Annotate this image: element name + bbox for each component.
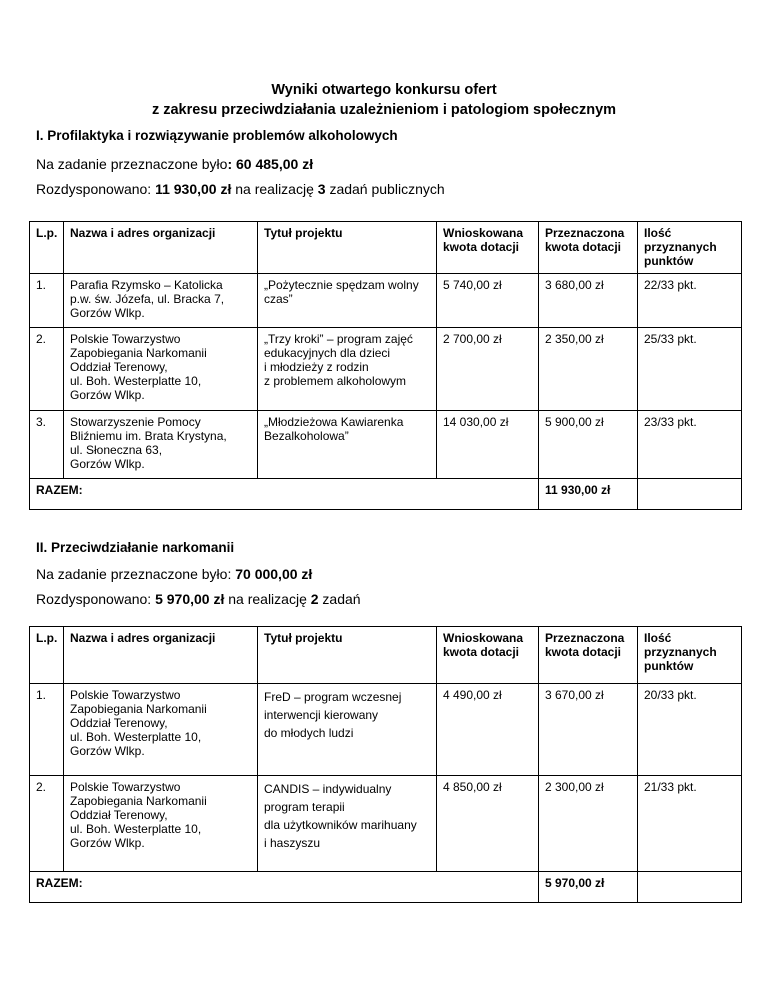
- org-line: Parafia Rzymsko – Katolicka: [70, 278, 223, 292]
- title-cell: [258, 411, 437, 479]
- org-line: ul. Słoneczna 63,: [70, 443, 163, 457]
- points-cell: 22/33 pkt.: [638, 274, 742, 328]
- org-line: Polskie Towarzystwo: [70, 332, 181, 346]
- title-line: „Pożytecznie spędzam wolny: [264, 278, 419, 292]
- header-cell: Wnioskowana kwota dotacji: [437, 627, 539, 684]
- org-line: Gorzów Wlkp.: [70, 306, 145, 320]
- requested-cell: 5 740,00 zł: [437, 274, 539, 328]
- section2-allocated-value: 70 000,00 zł: [235, 566, 313, 582]
- section2-distributed-end: zadań: [318, 591, 361, 607]
- header-cell: Nazwa i adres organizacji: [64, 222, 258, 274]
- points-cell: 23/33 pkt.: [638, 411, 742, 479]
- title-line: do młodych ludzi: [264, 726, 354, 740]
- total-empty-cell: [638, 872, 742, 903]
- title-line: dla użytkowników marihuany: [264, 818, 417, 832]
- lp-cell: 1.: [30, 684, 64, 776]
- title-cell: [258, 776, 437, 872]
- org-line: Gorzów Wlkp.: [70, 836, 145, 850]
- section2-table: [29, 626, 742, 903]
- title-cell: [258, 684, 437, 776]
- section1-heading: I. Profilaktyka i rozwiązywanie problemów alkoholowych: [36, 128, 398, 143]
- title-line: „Trzy kroki” – program zajęć: [264, 332, 413, 346]
- section2-distributed-mid: na realizację: [224, 591, 311, 607]
- header-cell: Ilość przyznanych punktów: [638, 627, 742, 684]
- section2-distributed: [36, 591, 361, 607]
- title-cell: [258, 328, 437, 411]
- table-row: [30, 684, 742, 776]
- total-label: RAZEM:: [30, 872, 539, 903]
- granted-cell: 2 350,00 zł: [539, 328, 638, 411]
- lp-cell: 2.: [30, 328, 64, 411]
- section1-distributed-mid: na realizację: [231, 181, 318, 197]
- org-line: p.w. św. Józefa, ul. Bracka 7,: [70, 292, 225, 306]
- table-row: [30, 411, 742, 479]
- title-line: FreD – program wczesnej: [264, 690, 402, 704]
- document-title-line2: z zakresu przeciwdziałania uzależnieniom i patologiom społecznym: [151, 102, 617, 118]
- org-line: Oddział Terenowy,: [70, 360, 168, 374]
- header-cell: Przeznaczona kwota dotacji: [539, 627, 638, 684]
- org-line: Stowarzyszenie Pomocy: [70, 415, 201, 429]
- table-row: [30, 328, 742, 411]
- title-line: interwencji kierowany: [264, 708, 379, 722]
- org-cell: [64, 684, 258, 776]
- header-cell: Wnioskowana kwota dotacji: [437, 222, 539, 274]
- document-title-line1: Wyniki otwartego konkursu ofert: [271, 82, 497, 98]
- header-cell: Tytuł projektu: [258, 627, 437, 684]
- requested-cell: 4 490,00 zł: [437, 684, 539, 776]
- requested-cell: 14 030,00 zł: [437, 411, 539, 479]
- total-label: RAZEM:: [30, 479, 539, 510]
- total-row: [30, 479, 742, 510]
- org-cell: [64, 274, 258, 328]
- requested-cell: 4 850,00 zł: [437, 776, 539, 872]
- granted-cell: 2 300,00 zł: [539, 776, 638, 872]
- title-line: „Młodzieżowa Kawiarenka: [264, 415, 404, 429]
- section1-allocated: [36, 156, 313, 172]
- section1-table: [29, 221, 742, 510]
- header-cell: Nazwa i adres organizacji: [64, 627, 258, 684]
- section1-header-row: [30, 222, 742, 274]
- requested-cell: 2 700,00 zł: [437, 328, 539, 411]
- section1-distributed-value: 11 930,00 zł: [155, 181, 232, 197]
- title-cell: [258, 274, 437, 328]
- org-line: Bliźniemu im. Brata Krystyna,: [70, 429, 227, 443]
- section2-header-row: [30, 627, 742, 684]
- org-cell: [64, 328, 258, 411]
- points-cell: 21/33 pkt.: [638, 776, 742, 872]
- table-row: [30, 274, 742, 328]
- section2-distributed-label: Rozdysponowano:: [36, 591, 156, 607]
- header-cell: Ilość przyznanych punktów: [638, 222, 742, 274]
- header-cell: L.p.: [30, 222, 64, 274]
- title-line: Bezalkoholowa”: [264, 429, 349, 443]
- header-cell: L.p.: [30, 627, 64, 684]
- lp-cell: 1.: [30, 274, 64, 328]
- header-cell: Tytuł projektu: [258, 222, 437, 274]
- section2-heading: II. Przeciwdziałanie narkomanii: [36, 540, 235, 555]
- granted-cell: 3 680,00 zł: [539, 274, 638, 328]
- header-cell: Przeznaczona kwota dotacji: [539, 222, 638, 274]
- org-line: Zapobiegania Narkomanii: [70, 346, 207, 360]
- section1-distributed: [36, 181, 445, 197]
- section1-task-count: 3: [317, 181, 326, 197]
- section1-distributed-end: zadań publicznych: [325, 181, 445, 197]
- section1-allocated-label: Na zadanie przeznaczone było: [36, 156, 228, 172]
- section2-distributed-value: 5 970,00 zł: [155, 591, 225, 607]
- granted-cell: 3 670,00 zł: [539, 684, 638, 776]
- lp-cell: 2.: [30, 776, 64, 872]
- points-cell: 20/33 pkt.: [638, 684, 742, 776]
- org-cell: [64, 411, 258, 479]
- section2-allocated: [36, 566, 312, 582]
- section2-allocated-label: Na zadanie przeznaczone było:: [36, 566, 236, 582]
- total-row: [30, 872, 742, 903]
- org-line: Gorzów Wlkp.: [70, 388, 145, 402]
- org-line: Zapobiegania Narkomanii: [70, 702, 207, 716]
- section2-task-count: 2: [310, 591, 319, 607]
- section1-distributed-label: Rozdysponowano:: [36, 181, 156, 197]
- org-line: Oddział Terenowy,: [70, 808, 168, 822]
- lp-cell: 3.: [30, 411, 64, 479]
- title-line: edukacyjnych dla dzieci: [264, 346, 391, 360]
- org-line: Polskie Towarzystwo: [70, 780, 181, 794]
- points-cell: 25/33 pkt.: [638, 328, 742, 411]
- title-line: czas”: [264, 292, 293, 306]
- org-line: Oddział Terenowy,: [70, 716, 168, 730]
- table-row: [30, 776, 742, 872]
- org-line: ul. Boh. Westerplatte 10,: [70, 730, 202, 744]
- total-value: 5 970,00 zł: [539, 872, 638, 903]
- total-empty-cell: [638, 479, 742, 510]
- org-line: ul. Boh. Westerplatte 10,: [70, 374, 202, 388]
- title-line: i młodzieży z rodzin: [264, 360, 369, 374]
- org-line: Gorzów Wlkp.: [70, 457, 145, 471]
- section1-allocated-value: : 60 485,00 zł: [227, 156, 314, 172]
- title-line: program terapii: [264, 800, 345, 814]
- org-line: Gorzów Wlkp.: [70, 744, 145, 758]
- title-line: i haszyszu: [264, 836, 321, 850]
- org-line: Polskie Towarzystwo: [70, 688, 181, 702]
- org-line: ul. Boh. Westerplatte 10,: [70, 822, 202, 836]
- org-cell: [64, 776, 258, 872]
- title-line: z problemem alkoholowym: [264, 374, 407, 388]
- title-line: CANDIS – indywidualny: [264, 782, 392, 796]
- org-line: Zapobiegania Narkomanii: [70, 794, 207, 808]
- total-value: 11 930,00 zł: [539, 479, 638, 510]
- granted-cell: 5 900,00 zł: [539, 411, 638, 479]
